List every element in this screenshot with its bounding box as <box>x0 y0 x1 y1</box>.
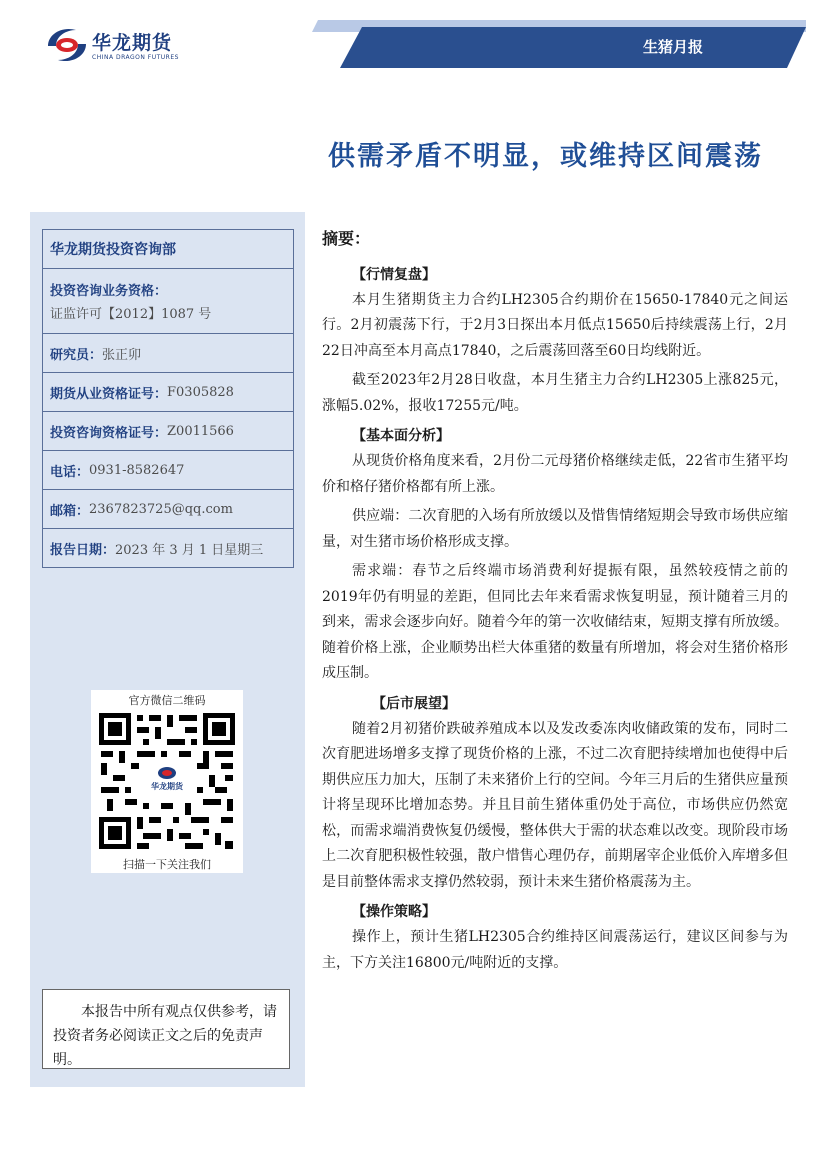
section-heading-outlook: 【后市展望】 <box>372 695 456 712</box>
report-body <box>322 226 788 980</box>
phone-row <box>43 451 293 490</box>
futures-cert-value: F0305828 <box>167 384 234 400</box>
report-date-row <box>43 529 293 567</box>
qr-center-label: 华龙期货 <box>151 782 183 791</box>
consult-cert-value: Z0011566 <box>167 423 234 439</box>
page-title: 供需矛盾不明显，或维持区间震荡 <box>328 141 763 172</box>
qualification-value: 证监许可【2012】1087 号 <box>50 307 212 322</box>
phone-value: 0931-8582647 <box>89 462 185 478</box>
section-heading-fundamentals: 【基本面分析】 <box>352 428 450 444</box>
paragraph: 随着2月初猪价跌破养殖成本以及发改委冻肉收储政策的发布，同时二次育肥进场增多支撑了现货价格的上涨，不过二次育肥持续增加也使得中后期供应压力加大，压制了未来猪价上行的空间。今年三月后的生猪供应量预计将呈现环比增加态势。并且目前生猪体重仍处于高位，市场供应仍然宽松，而需求端消费恢复仍缓慢，整体供大于需的状态难以改变。现阶段市场上二次育肥积极性较强，散户惜售心理仍存，前期屠宰企业低价入库增多但是目前整体需求支撑仍然较弱，预计未来生猪价格震荡为主。 <box>322 720 788 890</box>
report-type-label: 生猪月报 <box>643 38 704 56</box>
qualification-label: 投资咨询业务资格： <box>50 284 168 299</box>
section-heading-market-review: 【行情复盘】 <box>352 266 436 283</box>
department-name: 华龙期货投资咨询部 <box>43 230 293 269</box>
company-name-en: CHINA DRAGON FUTURES <box>92 54 179 61</box>
futures-cert-row <box>43 373 293 412</box>
paragraph: 需求端：春节之后终端市场消费利好提振有限，虽然较疫情之前的2019年仍有明显的差距，但同比去年来看需求恢复明显，预计随着三月的到来，需求会逐步向好。随着今年的第一次收储结束，短期支撑有所放缓。随着价格上涨，企业顺势出栏大体重猪的数量有所增加，将会对生猪价格形成压制。 <box>322 563 788 681</box>
email-row <box>43 490 293 529</box>
qr-caption-top: 官方微信二维码 <box>128 694 206 707</box>
sidebar <box>30 212 305 1087</box>
qualification-row <box>43 269 293 334</box>
phone-label: 电话： <box>50 464 90 480</box>
email-label: 邮箱： <box>50 503 90 519</box>
paragraph: 操作上，预计生猪LH2305合约维持区间震荡运行，建议区间参与为主，下方关注16800元/吨附近的支撑。 <box>322 929 788 971</box>
report-date-label: 报告日期： <box>50 542 116 558</box>
company-logo-icon <box>44 24 90 66</box>
summary-heading: 摘要： <box>322 229 371 248</box>
paragraph: 截至2023年2月28日收盘，本月生猪主力合约LH2305上涨825元，涨幅5.02%，报收17255元/吨。 <box>322 372 788 414</box>
qr-caption-bottom: 扫描一下关注我们 <box>123 858 211 871</box>
wechat-qr-card <box>91 690 243 873</box>
page-header <box>0 0 827 90</box>
researcher-value: 张正卯 <box>102 347 142 363</box>
paragraph: 从现货价格角度来看，2月份二元母猪价格继续走低，22省市生猪平均价和格仔猪价格都有所上涨。 <box>322 453 788 495</box>
futures-cert-label: 期货从业资格证号： <box>50 386 168 402</box>
consult-cert-label: 投资咨询资格证号： <box>50 425 168 441</box>
consult-cert-row <box>43 412 293 451</box>
analyst-info-table <box>42 229 294 568</box>
paragraph: 本月生猪期货主力合约LH2305合约期价在15650-17840元之间运行。2月初震荡下行，于2月3日探出本月低点15650后持续震荡上行，2月22日冲高至本月高点17840，之后震荡回落至60日均线附近。 <box>322 291 788 359</box>
researcher-row <box>43 334 293 373</box>
disclaimer-box: 本报告中所有观点仅供参考，请投资者务必阅读正文之后的免责声明。 <box>42 989 290 1069</box>
report-date-value: 2023 年 3 月 1 日星期三 <box>115 542 264 558</box>
paragraph: 供应端：二次育肥的入场有所放缓以及惜售情绪短期会导致市场供应缩量，对生猪市场价格形成支撑。 <box>322 508 788 550</box>
email-value[interactable]: 2367823725@qq.com <box>89 501 233 517</box>
company-name: 华龙期货 <box>92 32 173 54</box>
researcher-label: 研究员： <box>50 347 103 363</box>
section-heading-strategy: 【操作策略】 <box>352 904 436 920</box>
